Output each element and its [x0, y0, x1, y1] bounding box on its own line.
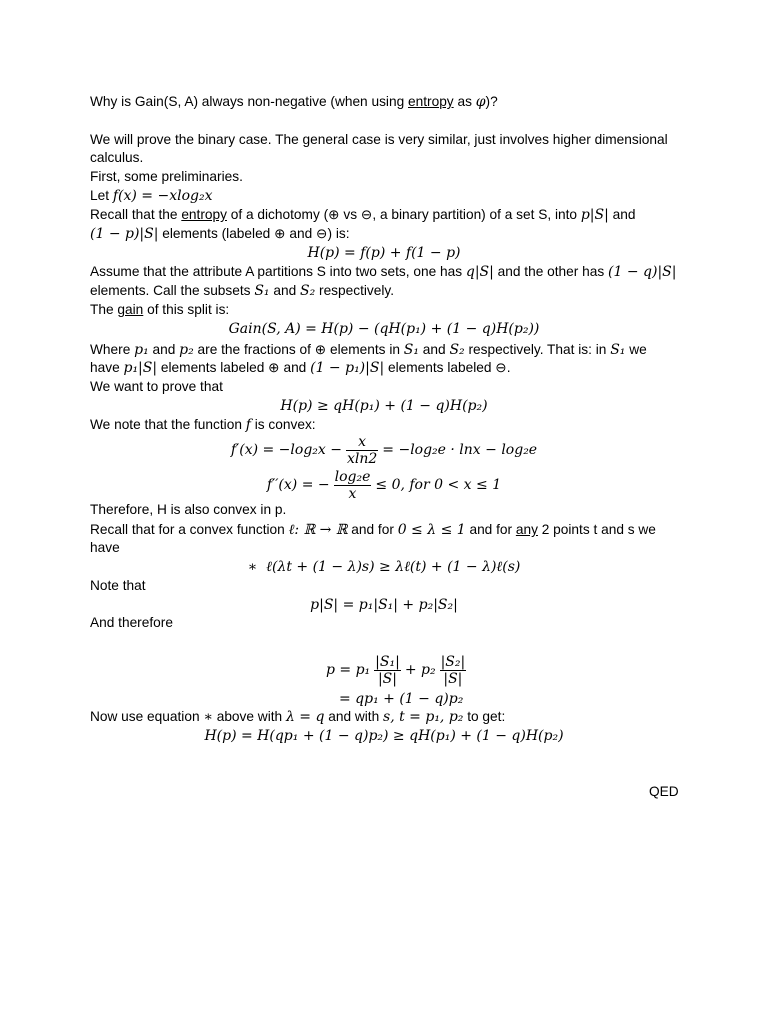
equation-goal [0, 397, 768, 415]
equation-first-derivative [0, 434, 768, 467]
paragraph-line [90, 501, 286, 519]
text-run: Recall that for a convex function [90, 522, 289, 537]
fraction [374, 654, 401, 687]
text-run: QED [649, 784, 679, 799]
text-run: we [625, 342, 647, 357]
text-run: We want to prove that [90, 379, 223, 394]
text-run: Note that [90, 578, 146, 593]
text-run: respectively. [315, 283, 395, 298]
text-run: have [90, 540, 120, 555]
paragraph-line [90, 416, 316, 434]
paragraph-line [90, 225, 350, 243]
display-math: Gain(S, A) = H(p) − (qH(p₁) + (1 − q)H(p₂)) [228, 321, 540, 337]
equation-entropy [0, 244, 768, 262]
text-run: We will prove the binary case. The general case is very similar, just involves higher dimensional [90, 132, 668, 147]
display-math: + p₂ [404, 662, 436, 679]
text-run: elements labeled ⊕ and [157, 360, 311, 375]
equation-p-line-2 [339, 690, 463, 708]
display-math: p = p₁ [326, 662, 371, 679]
text-run: are the fractions of ⊕ elements in [193, 342, 404, 357]
text-run: calculus. [90, 150, 144, 165]
fraction-denominator: xln2 [346, 451, 378, 467]
inline-math: λ = q [285, 709, 325, 725]
fraction-denominator: x [334, 485, 372, 502]
equation-gain [0, 320, 768, 338]
paragraph-line [90, 539, 120, 557]
question-title [90, 93, 498, 111]
paragraph-line [90, 378, 223, 396]
inline-math: p₂ [179, 342, 194, 358]
display-math: H(p) ≥ qH(p₁) + (1 − q)H(p₂) [280, 398, 488, 414]
text-run: And therefore [90, 615, 173, 630]
fraction [334, 469, 372, 502]
text-run: and with [324, 709, 384, 724]
display-math: H(p) = f(p) + f(1 − p) [307, 245, 461, 261]
inline-math: p₁ [134, 342, 149, 358]
text-run: Now use equation [90, 709, 204, 724]
text-run: of a dichotomy (⊕ vs ⊖, a binary partition) of a set S, into [226, 207, 581, 222]
inline-math: ∗ [203, 709, 213, 725]
text-run: and [148, 342, 180, 357]
paragraph-line [90, 131, 668, 149]
text-run: of this split is: [143, 302, 230, 317]
paragraph-line [90, 282, 394, 300]
display-math: f′(x) = −log₂x − [230, 442, 342, 459]
definition-line [90, 187, 212, 205]
text-run: We note that the function [90, 417, 246, 432]
text-run: 2 points t and s we [537, 522, 656, 537]
inline-math: p|S| [580, 207, 609, 223]
paragraph-line [90, 359, 511, 377]
display-math: ℓ(λt + (1 − λ)s) ≥ λℓ(t) + (1 − λ)ℓ(s) [266, 559, 521, 575]
text-run: Assume that the attribute A partitions S into two sets, one has [90, 264, 466, 279]
inline-math: f(x) = −xlog₂x [112, 188, 213, 204]
equation-sizes [0, 596, 768, 614]
text-run: as [453, 94, 476, 109]
text-run: The [90, 302, 118, 317]
inline-math: ℓ: ℝ → ℝ [288, 522, 348, 538]
text-run: and for [465, 522, 516, 537]
entropy-underlined-term: entropy [181, 207, 227, 222]
text-run: and for [347, 522, 398, 537]
inline-math: S₁ [254, 283, 270, 299]
text-run: respectively. That is: in [464, 342, 611, 357]
display-math: p|S| = p₁|S₁| + p₂|S₂| [310, 597, 458, 613]
fraction-numerator: x [358, 434, 367, 450]
inline-math: S₁ [610, 342, 626, 358]
fraction-numerator: |S₁| [375, 654, 400, 670]
fraction-numerator: |S₂| [440, 654, 466, 670]
fraction-denominator: |S| [440, 670, 467, 687]
text-run: have [90, 360, 124, 375]
paragraph-line [90, 168, 243, 186]
text-run: above with [212, 709, 286, 724]
entropy-underlined-term: entropy [408, 94, 454, 109]
text-run: to get: [463, 709, 506, 724]
gain-underlined-term: gain [117, 302, 144, 317]
text-run: Why is Gain(S, A) always non-negative (when using [90, 94, 408, 109]
equation-second-derivative [0, 469, 768, 502]
paragraph-line [90, 521, 656, 539]
paragraph-line [90, 341, 647, 359]
paragraph-line [90, 614, 173, 632]
inline-math: S₂ [449, 342, 465, 358]
equation-convexity [0, 558, 768, 576]
fraction-denominator: |S| [374, 670, 401, 687]
paragraph-line [90, 301, 229, 319]
text-run: and [608, 207, 636, 222]
inline-math: (1 − q)|S| [608, 264, 677, 280]
display-math: = −log₂e · lnx − log₂e [382, 442, 538, 459]
text-run: is convex: [250, 417, 316, 432]
inline-math: q|S| [465, 264, 494, 280]
paragraph-line [90, 149, 143, 167]
text-run: Therefore, H is also convex in p. [90, 502, 287, 517]
inline-math: S₂ [300, 283, 316, 299]
text-run: and [269, 283, 300, 298]
inline-math: f [245, 417, 251, 433]
fraction [346, 434, 378, 467]
any-underlined-term: any [515, 522, 538, 537]
inline-math: (1 − p₁)|S| [310, 360, 385, 376]
text-run: Where [90, 342, 135, 357]
qed-marker [649, 783, 679, 801]
paragraph-line [90, 577, 146, 595]
text-run: Let [90, 188, 113, 203]
display-math: = qp₁ + (1 − q)p₂ [339, 691, 464, 707]
paragraph-line [90, 206, 635, 224]
text-run: and the other has [493, 264, 609, 279]
text-run: and [418, 342, 450, 357]
inline-math: (1 − p)|S| [90, 226, 159, 242]
display-math: ≤ 0, for 0 < x ≤ 1 [375, 477, 502, 494]
text-run: )? [485, 94, 498, 109]
text-run: elements. Call the subsets [90, 283, 255, 298]
text-run: elements labeled ⊖. [384, 360, 511, 375]
display-math: H(p) = H(qp₁ + (1 − q)p₂) ≥ qH(p₁) + (1 − q)H(p₂) [204, 728, 564, 744]
inline-math: S₁ [403, 342, 419, 358]
inline-math: s, t = p₁, p₂ [383, 709, 464, 725]
equation-p-line-1 [326, 654, 470, 687]
text-run: elements (labeled ⊕ and ⊖) is: [158, 226, 350, 241]
inline-math: 0 ≤ λ ≤ 1 [397, 522, 466, 538]
display-math: f′′(x) = − [266, 477, 330, 494]
fraction [440, 654, 467, 687]
text-run: First, some preliminaries. [90, 169, 243, 184]
inline-math: φ [475, 94, 486, 110]
equation-marker: ∗ [247, 559, 258, 575]
text-run: Recall that the [90, 207, 182, 222]
equation-final [0, 727, 768, 745]
inline-math: p₁|S| [123, 360, 158, 376]
paragraph-line [90, 708, 505, 726]
paragraph-line [90, 263, 676, 281]
fraction-numerator: log₂e [334, 469, 371, 485]
